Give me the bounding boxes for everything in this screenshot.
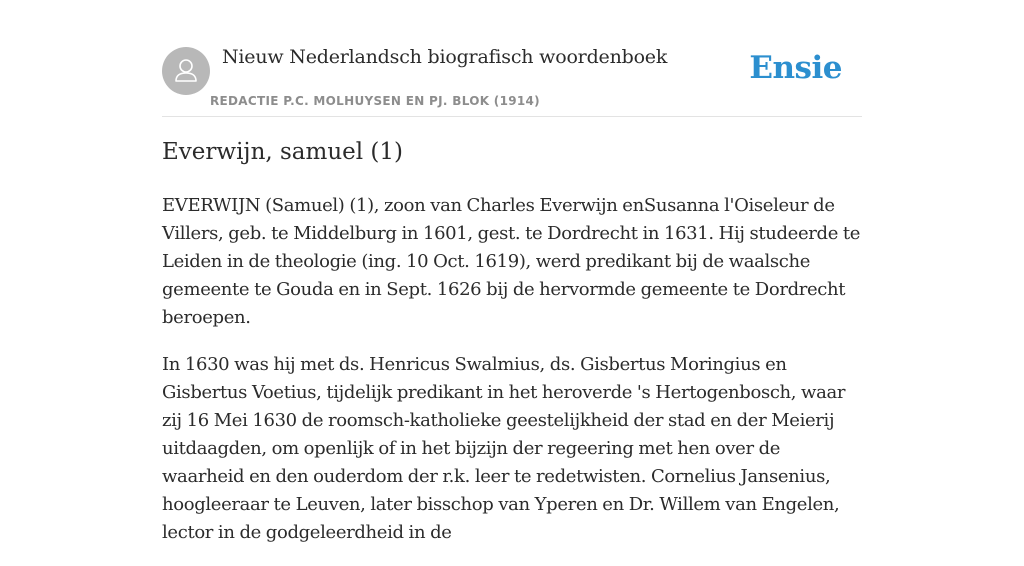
entry-body: [162, 192, 862, 566]
brand-logo-link[interactable]: Ensie: [749, 50, 842, 86]
entry-paragraph: EVERWIJN (Samuel) (1), zoon van Charles Everwijn enSusanna l'Oiseleur de Villers, geb. te Middelburg in 1601, gest. te Dordrecht in 1631. Hij studeerde te Leiden in de theologie (ing. 10 Oct. 1619), werd predikant bij de waalsche gemeente te Gouda en in Sept. 1626 bij de hervormde gemeente te Dordrecht beroepen.: [162, 195, 861, 328]
source-header: [162, 44, 862, 117]
source-editors: REDACTIE P.C. MOLHUYSEN EN PJ. BLOK (1914): [210, 94, 540, 108]
user-icon: [162, 47, 210, 95]
source-title-link[interactable]: Nieuw Nederlandsch biografisch woordenboek: [222, 46, 668, 68]
entry-title: Everwijn, samuel (1): [162, 139, 403, 165]
entry-paragraph: In 1630 was hij met ds. Henricus Swalmius, ds. Gisbertus Moringius en Gisbertus Voetius, tijdelijk predikant in het heroverde 's Hertogenbosch, waar zij 16 Mei 1630 de roomsch-katholieke geestelijkheid der stad en der Meierij uitdaagden, om openlijk of in het bijzijn der regeering met hen over de waarheid en den ouderdom der r.k. leer te redetwisten. Cornelius Jansenius, hoogleeraar te Leuven, later bisschop van Yperen en Dr. Willem van Engelen, lector in de godgeleerdheid in de: [162, 354, 846, 543]
